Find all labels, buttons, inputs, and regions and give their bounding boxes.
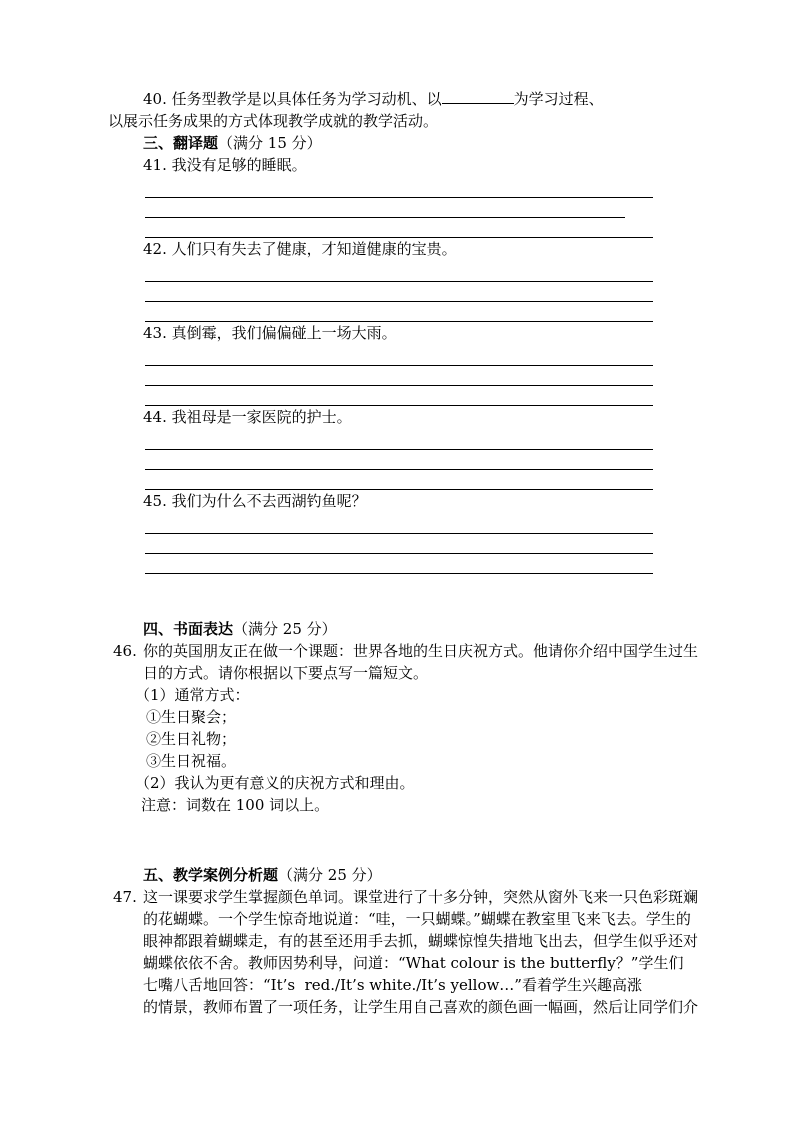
question-46-point: ②生日礼物； <box>146 730 237 748</box>
answer-line <box>145 198 625 218</box>
fill-in-blank <box>442 90 514 104</box>
section-case-score: （满分 25 分） <box>278 866 382 884</box>
section-writing-header <box>108 618 684 640</box>
answer-line <box>145 366 653 386</box>
answer-lines-43 <box>145 346 684 406</box>
question-46-text: 你的英国朋友正在做一个课题：世界各地的生日庆祝方式。他请你介绍中国学生过生 <box>143 642 699 660</box>
question-47-line: 的情景，教师布置了一项任务，让学生用自己喜欢的颜色画一幅画，然后让同学们介 <box>143 998 699 1016</box>
answer-line <box>145 450 653 470</box>
answer-lines-44 <box>145 430 684 490</box>
answer-lines-41 <box>145 178 684 238</box>
answer-line <box>145 346 653 366</box>
answer-line <box>145 218 653 238</box>
question-47-line: 七嘴八舌地回答：“It’s red./It’s white./It’s yellow…”看着学生兴趣高涨 <box>143 976 642 994</box>
answer-line <box>145 178 653 198</box>
section-translation-score: （满分 15 分） <box>218 134 322 152</box>
question-47-text: 这一课要求学生掌握颜色单词。课堂进行了十多分钟，突然从窗外飞来一只色彩斑斓 <box>143 888 699 906</box>
section-translation-header <box>108 132 684 154</box>
answer-line <box>145 470 653 490</box>
question-42: 42. 人们只有失去了健康，才知道健康的宝贵。 <box>143 240 457 258</box>
answer-line <box>145 534 653 554</box>
section-translation-title: 三、翻译题 <box>143 134 219 152</box>
answer-line <box>145 302 653 322</box>
question-46-line-2: 日的方式。请你根据以下要点写一篇短文。 <box>143 664 429 682</box>
question-46-point: ①生日聚会； <box>146 708 237 726</box>
question-47-line: 眼神都跟着蝴蝶走，有的甚至还用手去抓，蝴蝶惊惶失措地飞出去，但学生似乎还对 <box>143 932 699 950</box>
question-47 <box>108 886 699 1018</box>
question-40-text-post: 为学习过程、 <box>513 90 604 108</box>
question-46-line-1 <box>108 640 699 662</box>
question-46-number: 46. <box>113 642 137 660</box>
answer-line <box>145 554 653 574</box>
question-40-line-2: 以展示任务成果的方式体现教学成就的教学活动。 <box>108 112 439 130</box>
question-44: 44. 我祖母是一家医院的护士。 <box>143 408 352 426</box>
answer-line <box>145 282 653 302</box>
question-40 <box>108 88 684 132</box>
question-40-line-1 <box>108 88 684 110</box>
question-43: 43. 真倒霉，我们偏偏碰上一场大雨。 <box>143 324 397 342</box>
section-case-header <box>108 864 684 886</box>
question-47-line-1 <box>108 886 699 908</box>
question-46-point: （1）通常方式： <box>135 686 250 704</box>
question-46-point: ③生日祝福。 <box>146 752 237 770</box>
question-41: 41. 我没有足够的睡眠。 <box>143 156 307 174</box>
answer-line <box>145 262 653 282</box>
question-46 <box>108 640 699 816</box>
answer-line <box>145 514 653 534</box>
question-47-number: 47. <box>113 888 137 906</box>
question-47-line: 蝴蝶依依不舍。教师因势利导，问道：“What colour is the butterfly？”学生们 <box>143 954 684 972</box>
question-47-line: 的花蝴蝶。一个学生惊奇地说道：“哇，一只蝴蝶。”蝴蝶在教室里飞来飞去。学生的 <box>143 910 691 928</box>
answer-lines-45 <box>145 514 684 574</box>
question-46-point: （2）我认为更有意义的庆祝方式和理由。 <box>135 774 415 792</box>
section-case-title: 五、教学案例分析题 <box>143 866 279 884</box>
answer-line <box>145 430 653 450</box>
question-40-text-pre: 40. 任务型教学是以具体任务为学习动机、以 <box>143 90 442 108</box>
question-45: 45. 我们为什么不去西湖钓鱼呢？ <box>143 492 367 510</box>
section-writing-title: 四、书面表达 <box>143 620 234 638</box>
section-writing-score: （满分 25 分） <box>233 620 337 638</box>
answer-line <box>145 386 653 406</box>
answer-lines-42 <box>145 262 684 322</box>
question-46-note: 注意：词数在 100 词以上。 <box>141 796 330 814</box>
